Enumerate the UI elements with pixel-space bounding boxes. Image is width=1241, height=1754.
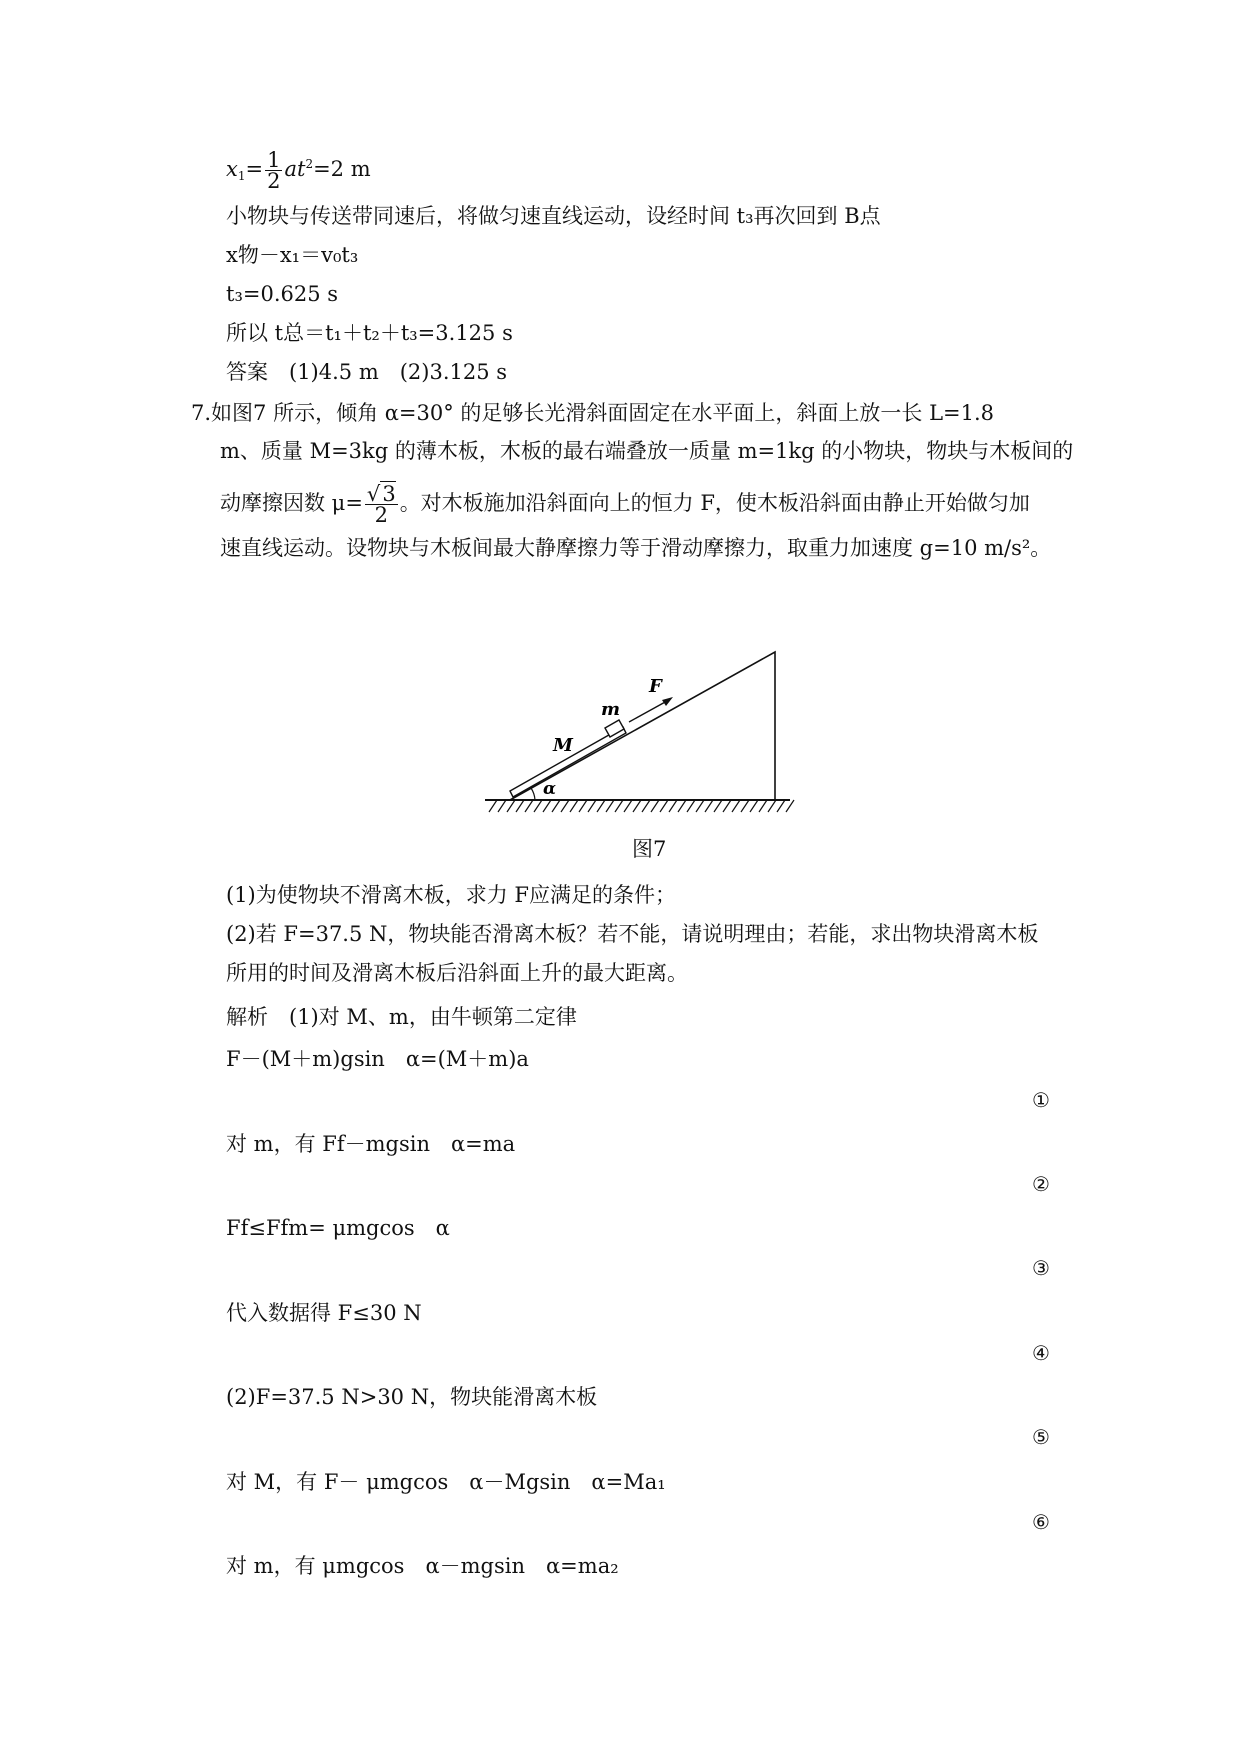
- solution-eq6: 对 M，有 F－ μmgcos α－Mgsin α=Ma₁: [226, 1470, 666, 1494]
- figure-caption: 图7: [632, 837, 667, 861]
- solution-eq3: Ff≤Ffm= μmgcos α: [226, 1216, 450, 1240]
- line-same-speed: 小物块与传送带同速后，将做匀速直线运动，设经时间 t₃再次回到 B点: [226, 204, 881, 228]
- eq-number-6: ⑥: [1032, 1510, 1050, 1534]
- solution-eq1: F－(M＋m)gsin α=(M＋m)a: [226, 1047, 529, 1071]
- solution-eq4: 代入数据得 F≤30 N: [226, 1301, 422, 1325]
- force-arrow: [629, 697, 673, 722]
- incline-triangle: [510, 652, 775, 800]
- label-F: F: [649, 676, 662, 697]
- problem7-line4: 速直线运动。设物块与木板间最大静摩擦力等于滑动摩擦力，取重力加速度 g=10 m/s²。: [220, 536, 1052, 560]
- problem7-line3: [220, 484, 1030, 525]
- incline-figure: [475, 640, 805, 820]
- solution-eq7: 对 m，有 μmgcos α－mgsin α=ma₂: [226, 1554, 619, 1578]
- eq-number-4: ④: [1032, 1341, 1050, 1365]
- solution-eq5: (2)F=37.5 N>30 N，物块能滑离木板: [226, 1385, 598, 1409]
- ground-hatching: [485, 800, 794, 812]
- solution-eq2: 对 m，有 Ff－mgsin α=ma: [226, 1132, 516, 1156]
- problem7-line1: 7.如图7 所示，倾角 α=30° 的足够长光滑斜面固定在水平面上，斜面上放一长 L=1.8: [191, 401, 995, 425]
- eq-xwu: x物－x₁＝v₀t₃: [226, 243, 359, 267]
- mu-suffix: 。对木板施加沿斜面向上的恒力 F，使木板沿斜面由静止开始做匀加: [399, 491, 1030, 515]
- question-2b: 所用的时间及滑离木板后沿斜面上升的最大距离。: [226, 961, 688, 985]
- answer-line: 答案 (1)4.5 m (2)3.125 s: [226, 360, 508, 384]
- label-alpha: α: [543, 779, 557, 799]
- fraction-sqrt3-over-2: $\frac{√3}{2}$: [366, 482, 396, 527]
- eq-x1-rhs: =2 m: [313, 157, 371, 181]
- eq-number-1: ①: [1032, 1088, 1050, 1112]
- angle-arc: [531, 788, 535, 800]
- eq-number-2: ②: [1032, 1172, 1050, 1196]
- frac-den-2: 2: [374, 503, 388, 527]
- frac-den: 2: [267, 169, 281, 193]
- label-M: M: [553, 735, 573, 756]
- equation-x1: $x_1=$ $\frac{1}{2}$ $at^2=2$ m: [226, 148, 371, 193]
- frac-num: 1: [267, 148, 281, 172]
- label-m: m: [601, 699, 621, 720]
- question-1: (1)为使物块不滑离木板，求力 F应满足的条件；: [226, 883, 676, 907]
- solution-intro: 解析 (1)对 M、m，由牛顿第二定律: [226, 1005, 577, 1029]
- fraction-half: [265, 150, 282, 191]
- eq-t3: t₃=0.625 s: [226, 282, 339, 306]
- mu-prefix: 动摩擦因数 μ=: [220, 491, 363, 515]
- eq-x1-var: x: [226, 157, 238, 181]
- sqrt-value: 3: [382, 482, 396, 506]
- eq-total-time: 所以 t总＝t₁＋t₂＋t₃=3.125 s: [226, 321, 513, 345]
- question-2a: (2)若 F=37.5 N，物块能否滑离木板？若不能，请说明理由；若能，求出物块滑离木板: [226, 922, 1039, 946]
- eq-number-3: ③: [1032, 1256, 1050, 1280]
- problem7-line2: m、质量 M=3kg 的薄木板，木板的最右端叠放一质量 m=1kg 的小物块，物块与木板间的: [220, 439, 1074, 463]
- eq-number-5: ⑤: [1032, 1425, 1050, 1449]
